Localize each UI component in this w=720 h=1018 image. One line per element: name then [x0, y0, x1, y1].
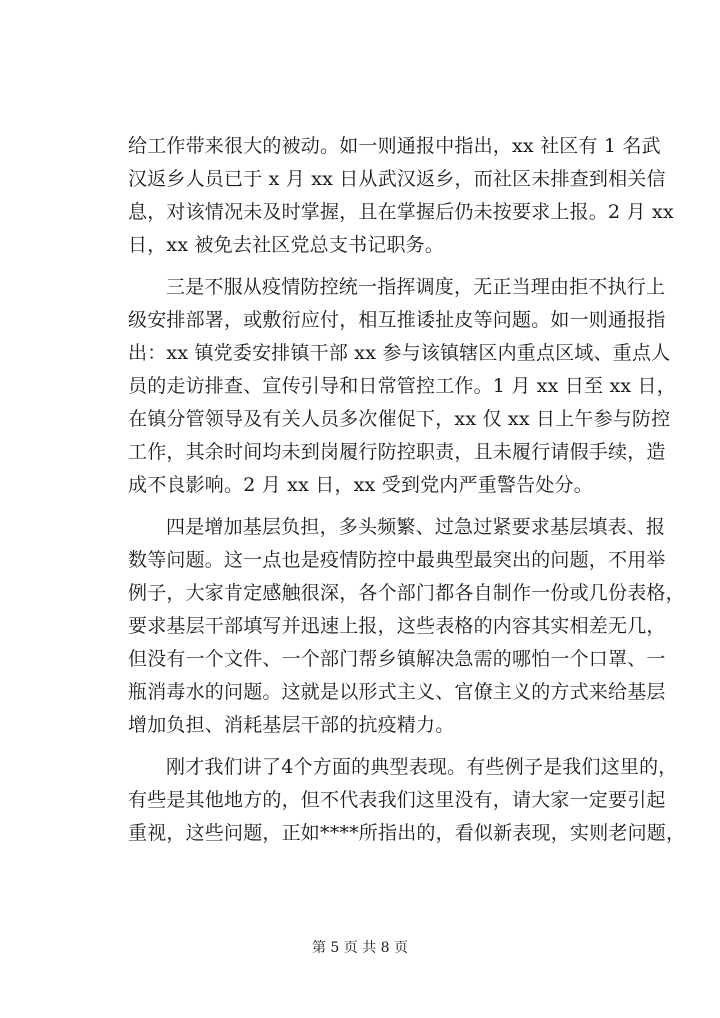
text-line: 给工作带来很大的被动。如一则通报中指出，xx 社区有 1 名武 — [128, 135, 661, 157]
text-line: 在镇分管领导及有关人员多次催促下，xx 仅 xx 日上午参与防控 — [128, 408, 671, 430]
paragraph-gap — [128, 262, 600, 271]
paragraph-gap — [128, 502, 600, 511]
text-line: 例子，大家肯定感触很深，各个部门都各自制作一份或几份表格， — [128, 582, 685, 604]
text-line: 三是不服从疫情防控统一指挥调度，无正当理由拒不执行上 — [166, 276, 666, 298]
text-line: 增加负担、消耗基层干部的抗疫精力。 — [128, 714, 455, 736]
paragraph — [128, 130, 674, 262]
page-footer: 第 5 页 共 8 页 — [311, 940, 409, 956]
text-line: 级安排部署，或敷衍应付，相互推诿扯皮等问题。如一则通报指 — [128, 309, 666, 331]
paragraph — [128, 751, 686, 850]
text-line: 出：xx 镇党委安排镇干部 xx 参与该镇辖区内重点区域、重点人 — [128, 342, 671, 364]
text-line: 刚才我们讲了4个方面的典型表现。有些例子是我们这里的， — [166, 756, 678, 778]
text-line: 但没有一个文件、一个部门帮乡镇解决急需的哪怕一个口罩、一 — [128, 648, 666, 670]
text-line: 重视，这些问题，正如****所指出的，看似新表现，实则老问题， — [128, 822, 686, 844]
text-line: 要求基层干部填写并迅速上报，这些表格的内容其实相差无几， — [128, 615, 666, 637]
text-line: 数等问题。这一点也是疫情防控中最典型最突出的问题，不用举 — [128, 549, 666, 571]
text-line: 员的走访排查、宣传引导和日常管控工作。1 月 xx 日至 xx 日， — [128, 375, 676, 397]
text-line: 瓶消毒水的问题。这就是以形式主义、官僚主义的方式来给基层 — [128, 681, 666, 703]
text-line: 有些是其他地方的，但不代表我们这里没有，请大家一定要引起 — [128, 789, 666, 811]
text-line: 息，对该情况未及时掌握，且在掌握后仍未按要求上报。2 月 xx — [128, 201, 674, 223]
body-text — [128, 130, 686, 850]
text-line: 工作，其余时间均未到岗履行防控职责，且未履行请假手续，造 — [128, 441, 666, 463]
paragraph — [128, 271, 676, 502]
text-line: 日，xx 被免去社区党总支书记职务。 — [128, 234, 445, 256]
paragraph-gap — [128, 742, 600, 751]
text-line: 成不良影响。2 月 xx 日，xx 受到党内严重警告处分。 — [128, 474, 593, 496]
text-line: 汉返乡人员已于 x 月 xx 日从武汉返乡，而社区未排查到相关信 — [128, 168, 666, 190]
text-line: 四是增加基层负担，多头频繁、过急过紧要求基层填表、报 — [166, 516, 666, 538]
paragraph — [128, 511, 685, 742]
